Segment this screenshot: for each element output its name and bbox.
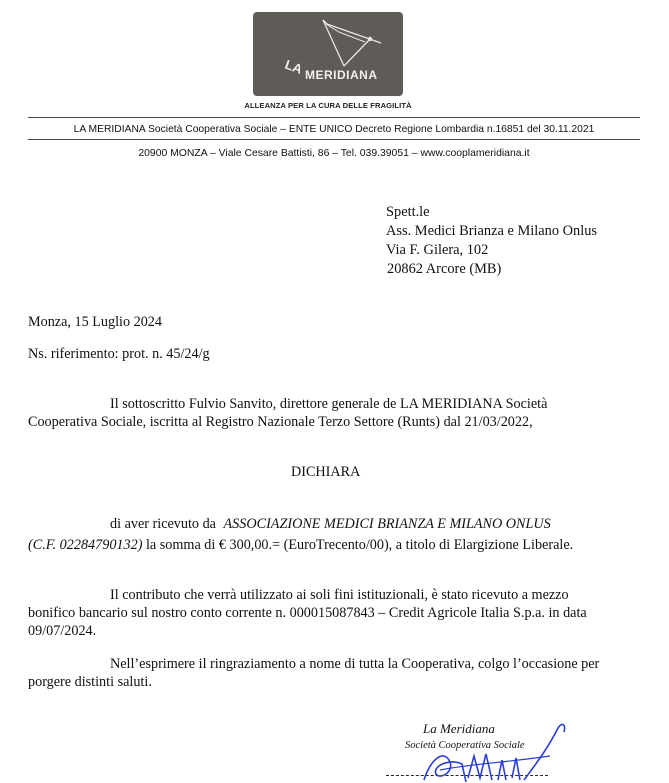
header-divider (28, 139, 640, 140)
receipt-amount: la somma di € 300,00.= (EuroTrecento/00), a titolo di Elargizione Liberale. (145, 537, 574, 553)
receipt-prefix: di aver ricevuto da (110, 516, 216, 532)
closing-line-2: porgere distinti saluti. (28, 674, 152, 690)
recipient-salutation: Spett.le (386, 204, 430, 220)
closing-line-1: Nell’esprimere il ringraziamento a nome di tutta la Cooperativa, colgo l’occasione per (110, 656, 600, 672)
sundial-logo-icon (253, 12, 403, 96)
letter-reference: Ns. riferimento: prot. n. 45/24/g (28, 346, 210, 362)
donor-name: ASSOCIAZIONE MEDICI BRIANZA E MILANO ONLUS (223, 516, 551, 532)
letter-date: Monza, 15 Luglio 2024 (28, 314, 162, 330)
logo (253, 12, 403, 96)
recipient-city: 20862 Arcore (MB) (387, 261, 502, 277)
header-address-line: 20900 MONZA – Viale Cesare Battisti, 86 – Tel. 039.39051 – www.cooplameridiana.it (138, 148, 530, 159)
logo-tagline: ALLEANZA PER LA CURA DELLE FRAGILITÀ (244, 101, 412, 110)
svg-text:MERIDIANA: MERIDIANA (305, 68, 378, 82)
handwritten-signature (410, 720, 580, 783)
recipient-name: Ass. Medici Brianza e Milano Onlus (386, 223, 598, 239)
donor-cf: (C.F. 02284790132) (28, 537, 143, 553)
recipient-street: Via F. Gilera, 102 (386, 242, 489, 258)
header-divider (28, 117, 640, 118)
intro-line-2: Cooperativa Sociale, iscritta al Registro Nazionale Terzo Settore (Runts) dal 21/03/2022, (28, 414, 533, 430)
signature-org-subtitle: Società Cooperativa Sociale (405, 740, 525, 751)
payment-line-1: Il contributo che verrà utilizzato ai soli fini istituzionali, è stato ricevuto a mezzo (110, 587, 569, 603)
payment-line-2: bonifico bancario sul nostro conto corrente n. 000015087843 – Credit Agricole Italia S.p.a. in data (28, 605, 587, 621)
intro-line-1: Il sottoscritto Fulvio Sanvito, direttore generale de LA MERIDIANA Società (110, 396, 548, 412)
header-legal-line: LA MERIDIANA Società Cooperativa Sociale – ENTE UNICO Decreto Regione Lombardia n.16851 del 30.11.2021 (73, 124, 595, 135)
declaration-heading: DICHIARA (291, 464, 361, 480)
svg-text:LA: LA (282, 56, 305, 77)
signature-org: La Meridiana (423, 721, 495, 736)
receipt-line-1 (110, 515, 551, 533)
payment-line-3: 09/07/2024. (28, 623, 97, 639)
receipt-line-2 (28, 536, 573, 554)
